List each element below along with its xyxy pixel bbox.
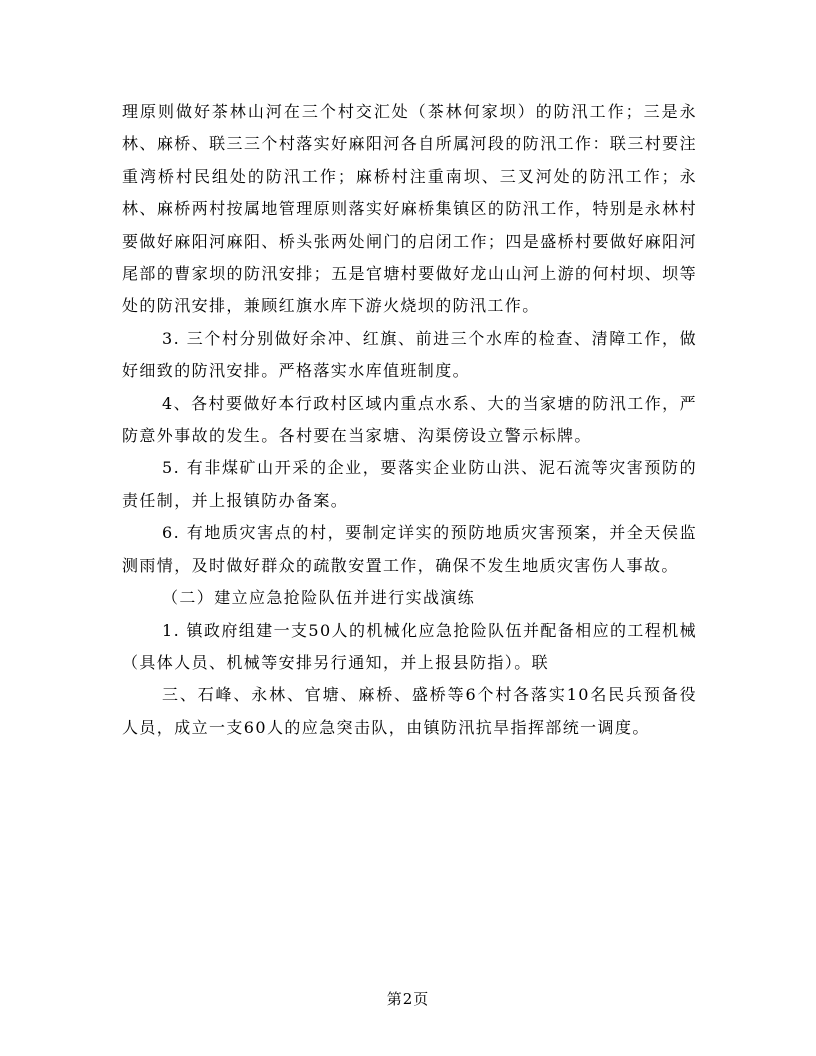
- paragraph-geologic-hazard: 6. 有地质灾害点的村，要制定详实的预防地质灾害预案，并全天侯监测雨情，及时做好群众的疏散安置工作，确保不发生地质灾害伤人事故。: [122, 523, 697, 575]
- page-number: 第2页: [386, 990, 430, 1008]
- paragraph-mining-enterprises: 5. 有非煤矿山开采的企业，要落实企业防山洪、泥石流等灾害预防的责任制，并上报镇防办备案。: [122, 458, 697, 510]
- paragraph-village-waters: 4、各村要做好本行政村区域内重点水系、大的当家塘的防汛工作，严防意外事故的发生。各村要在当家塘、沟渠傍设立警示标牌。: [122, 393, 697, 446]
- paragraph-flood-duties: 理原则做好茶林山河在三个村交汇处（茶林何家坝）的防汛工作；三是永林、麻桥、联三三个村落实好麻阳河各自所属河段的防汛工作：联三村要注重湾桥村民组处的防汛工作；麻桥村注重南坝、三叉河处的防汛工作；永林、麻桥两村按属地管理原则落实好麻桥集镇区的防汛工作，特别是永林村要做好麻阳河麻阳、桥头张两处闸门的启闭工作；四是盛桥村要做好麻阳河尾部的曹家坝的防汛安排；五是官塘村要做好龙山山河上游的何村坝、坝等处的防汛安排，兼顾红旗水库下游火烧坝的防汛工作。: [122, 102, 697, 316]
- paragraph-rescue-team: 1. 镇政府组建一支50人的机械化应急抢险队伍并配备相应的工程机械（具体人员、机械等安排另行通知，并上报县防指）。联: [122, 620, 697, 672]
- section-heading: （二）建立应急抢险队伍并进行实战演练: [162, 588, 476, 608]
- paragraph-militia-reserve: 三、石峰、永林、官塘、麻桥、盛桥等6个村各落实10名民兵预备役人员，成立一支60人的应急突击队，由镇防汛抗旱指挥部统一调度。: [122, 685, 697, 737]
- document-body: [122, 96, 697, 744]
- paragraph-reservoir-check: 3. 三个村分别做好余冲、红旗、前进三个水库的检查、清障工作，做好细致的防汛安排。严格落实水库值班制度。: [122, 328, 697, 381]
